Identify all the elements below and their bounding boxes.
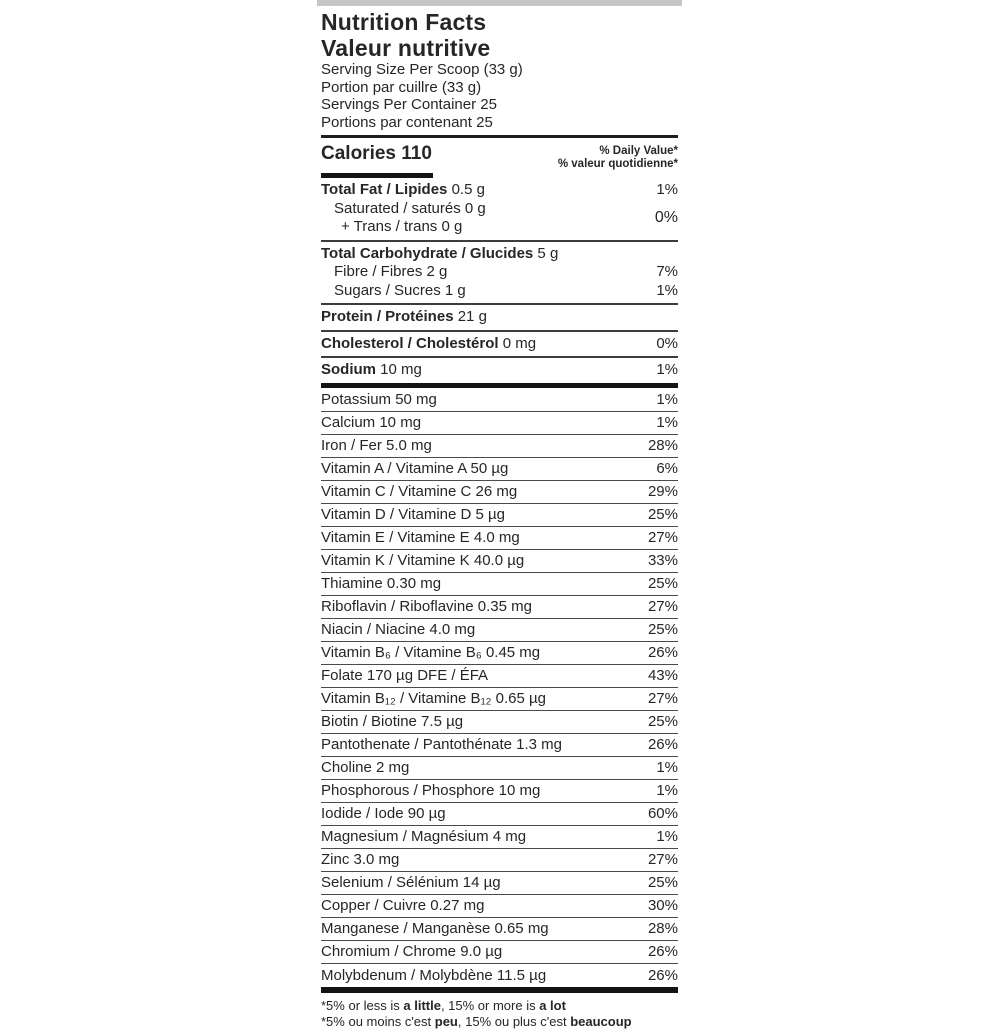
fibre-pct: 7% — [656, 263, 678, 280]
nutrient-pct: 25% — [647, 713, 678, 730]
table-row — [321, 849, 678, 872]
nutrient-label: Niacin / Niacine 4.0 mg — [321, 621, 476, 638]
nutrient-pct: 43% — [647, 667, 678, 684]
nutrition-facts-label — [321, 6, 678, 1031]
nutrient-pct: 1% — [656, 828, 678, 845]
total-fat-pct: 1% — [656, 181, 678, 198]
table-row-carbohydrate — [321, 245, 678, 264]
divider — [321, 330, 678, 332]
calories-row — [321, 138, 678, 171]
nutrient-pct: 25% — [647, 575, 678, 592]
nutrient-pct: 60% — [647, 805, 678, 822]
table-row — [321, 596, 678, 619]
nutrient-label: Iron / Fer 5.0 mg — [321, 437, 432, 454]
nutrient-label: Selenium / Sélénium 14 µg — [321, 874, 501, 891]
table-row-saturated-trans — [321, 200, 678, 237]
nutrient-pct: 28% — [647, 920, 678, 937]
nutrient-pct: 27% — [647, 851, 678, 868]
bottom-bar — [321, 987, 678, 993]
saturated-trans-labels — [321, 200, 486, 237]
nutrient-pct: 26% — [647, 966, 678, 984]
table-row — [321, 757, 678, 780]
nutrient-pct: 28% — [647, 437, 678, 454]
nutrient-pct: 1% — [656, 782, 678, 799]
nutrient-label: Zinc 3.0 mg — [321, 851, 400, 868]
footnote-english: *5% or less is a little, 15% or more is a lot — [321, 997, 566, 1013]
nutrient-pct: 1% — [656, 391, 678, 408]
calories-underline — [321, 173, 433, 178]
table-row — [321, 527, 678, 550]
protein-label: Protein / Protéines 21 g — [321, 308, 487, 325]
nutrient-label: Riboflavin / Riboflavine 0.35 mg — [321, 598, 532, 615]
table-row — [321, 412, 678, 435]
nutrient-label: Choline 2 mg — [321, 759, 410, 776]
table-row — [321, 688, 678, 711]
nutrient-label: Calcium 10 mg — [321, 414, 422, 431]
table-row — [321, 734, 678, 757]
table-row-fibre — [321, 263, 678, 282]
sodium-label: Sodium 10 mg — [321, 361, 422, 378]
trans-label: + Trans / trans 0 g — [341, 218, 463, 235]
nutrient-label: Folate 170 µg DFE / ÉFA — [321, 667, 489, 684]
table-row-protein — [321, 308, 678, 327]
nutrient-label: Biotin / Biotine 7.5 µg — [321, 713, 464, 730]
section-divider-bar — [321, 383, 678, 388]
saturated-label: Saturated / saturés 0 g — [334, 199, 486, 217]
table-row-sugars — [321, 282, 678, 301]
nutrient-pct: 25% — [647, 506, 678, 523]
table-row-sodium — [321, 361, 678, 380]
table-row — [321, 665, 678, 688]
nutrient-pct: 30% — [647, 897, 678, 914]
nutrient-label: Molybdenum / Molybdène 11.5 µg — [321, 966, 547, 984]
cholesterol-pct: 0% — [656, 334, 678, 352]
nutrient-pct: 27% — [647, 598, 678, 615]
nutrient-label: Vitamin C / Vitamine C 26 mg — [321, 483, 518, 500]
footnotes — [321, 998, 678, 1031]
nutrient-pct: 27% — [647, 690, 678, 707]
table-row-total-fat — [321, 181, 678, 200]
table-row-cholesterol — [321, 335, 678, 354]
calories-value: Calories 110 — [321, 143, 432, 164]
table-row — [321, 964, 678, 987]
minerals-table — [321, 389, 678, 987]
table-row — [321, 504, 678, 527]
nutrient-label: Manganese / Manganèse 0.65 mg — [321, 920, 549, 937]
serving-size-en: Serving Size Per Scoop (33 g) — [321, 61, 523, 78]
table-row — [321, 872, 678, 895]
daily-value-header-en: % Daily Value* — [599, 145, 678, 157]
table-row — [321, 550, 678, 573]
serving-info — [321, 61, 678, 131]
table-row — [321, 389, 678, 412]
nutrient-label: Thiamine 0.30 mg — [321, 575, 442, 592]
nutrient-pct: 29% — [647, 483, 678, 500]
divider — [321, 303, 678, 305]
divider — [321, 240, 678, 242]
table-row — [321, 435, 678, 458]
table-row — [321, 826, 678, 849]
sugars-label: Sugars / Sucres 1 g — [334, 281, 466, 299]
nutrient-pct: 1% — [656, 414, 678, 431]
table-row — [321, 458, 678, 481]
daily-value-header-fr: % valeur quotidienne* — [557, 158, 678, 170]
nutrient-label: Iodide / Iode 90 µg — [321, 805, 446, 822]
nutrient-pct: 26% — [647, 943, 678, 960]
nutrient-label: Vitamin B₁₂ / Vitamine B₁₂ 0.65 µg — [321, 690, 546, 707]
sodium-pct: 1% — [656, 361, 678, 378]
nutrient-label: Chromium / Chrome 9.0 µg — [321, 943, 503, 960]
table-row — [321, 780, 678, 803]
table-row — [321, 711, 678, 734]
nutrient-pct: 26% — [647, 644, 678, 661]
nutrient-label: Pantothenate / Pantothénate 1.3 mg — [321, 736, 563, 753]
nutrient-label: Potassium 50 mg — [321, 391, 437, 408]
daily-value-header — [558, 143, 678, 171]
nutrient-pct: 25% — [647, 874, 678, 891]
nutrient-pct: 6% — [656, 460, 678, 477]
serving-size-fr: Portion par cuillre (33 g) — [321, 78, 482, 96]
sugars-pct: 1% — [656, 281, 678, 299]
nutrient-label: Vitamin D / Vitamine D 5 µg — [321, 506, 505, 523]
fibre-label: Fibre / Fibres 2 g — [334, 263, 448, 280]
nutrient-label: Vitamin E / Vitamine E 4.0 mg — [321, 529, 520, 546]
nutrient-label: Magnesium / Magnésium 4 mg — [321, 828, 527, 845]
table-row — [321, 642, 678, 665]
table-row — [321, 803, 678, 826]
nutrient-label: Phosphorous / Phosphore 10 mg — [321, 782, 541, 799]
servings-per-container-en: Servings Per Container 25 — [321, 96, 497, 113]
nutrient-pct: 27% — [647, 529, 678, 546]
cholesterol-label: Cholesterol / Cholestérol 0 mg — [321, 334, 537, 352]
servings-per-container-fr: Portions par contenant 25 — [321, 113, 493, 131]
saturated-trans-pct: 0% — [654, 209, 678, 226]
table-row — [321, 573, 678, 596]
table-row — [321, 895, 678, 918]
nutrient-pct: 33% — [647, 552, 678, 569]
footnote-french: *5% ou moins c'est peu, 15% ou plus c'est beaucoup — [321, 1014, 632, 1029]
divider — [321, 356, 678, 358]
total-fat-label: Total Fat / Lipides 0.5 g — [321, 181, 485, 198]
nutrient-pct: 25% — [647, 621, 678, 638]
table-row — [321, 481, 678, 504]
title-french: Valeur nutritive — [321, 35, 491, 61]
table-row — [321, 619, 678, 642]
table-row — [321, 918, 678, 941]
nutrient-label: Vitamin K / Vitamine K 40.0 µg — [321, 552, 525, 569]
table-row — [321, 941, 678, 964]
nutrient-label: Vitamin B₆ / Vitamine B₆ 0.45 mg — [321, 644, 541, 661]
nutrient-label: Copper / Cuivre 0.27 mg — [321, 897, 485, 914]
nutrient-pct: 26% — [647, 736, 678, 753]
carbohydrate-label: Total Carbohydrate / Glucides 5 g — [321, 244, 559, 262]
nutrient-label: Vitamin A / Vitamine A 50 µg — [321, 460, 509, 477]
title-english: Nutrition Facts — [321, 9, 487, 35]
nutrient-pct: 1% — [656, 759, 678, 776]
